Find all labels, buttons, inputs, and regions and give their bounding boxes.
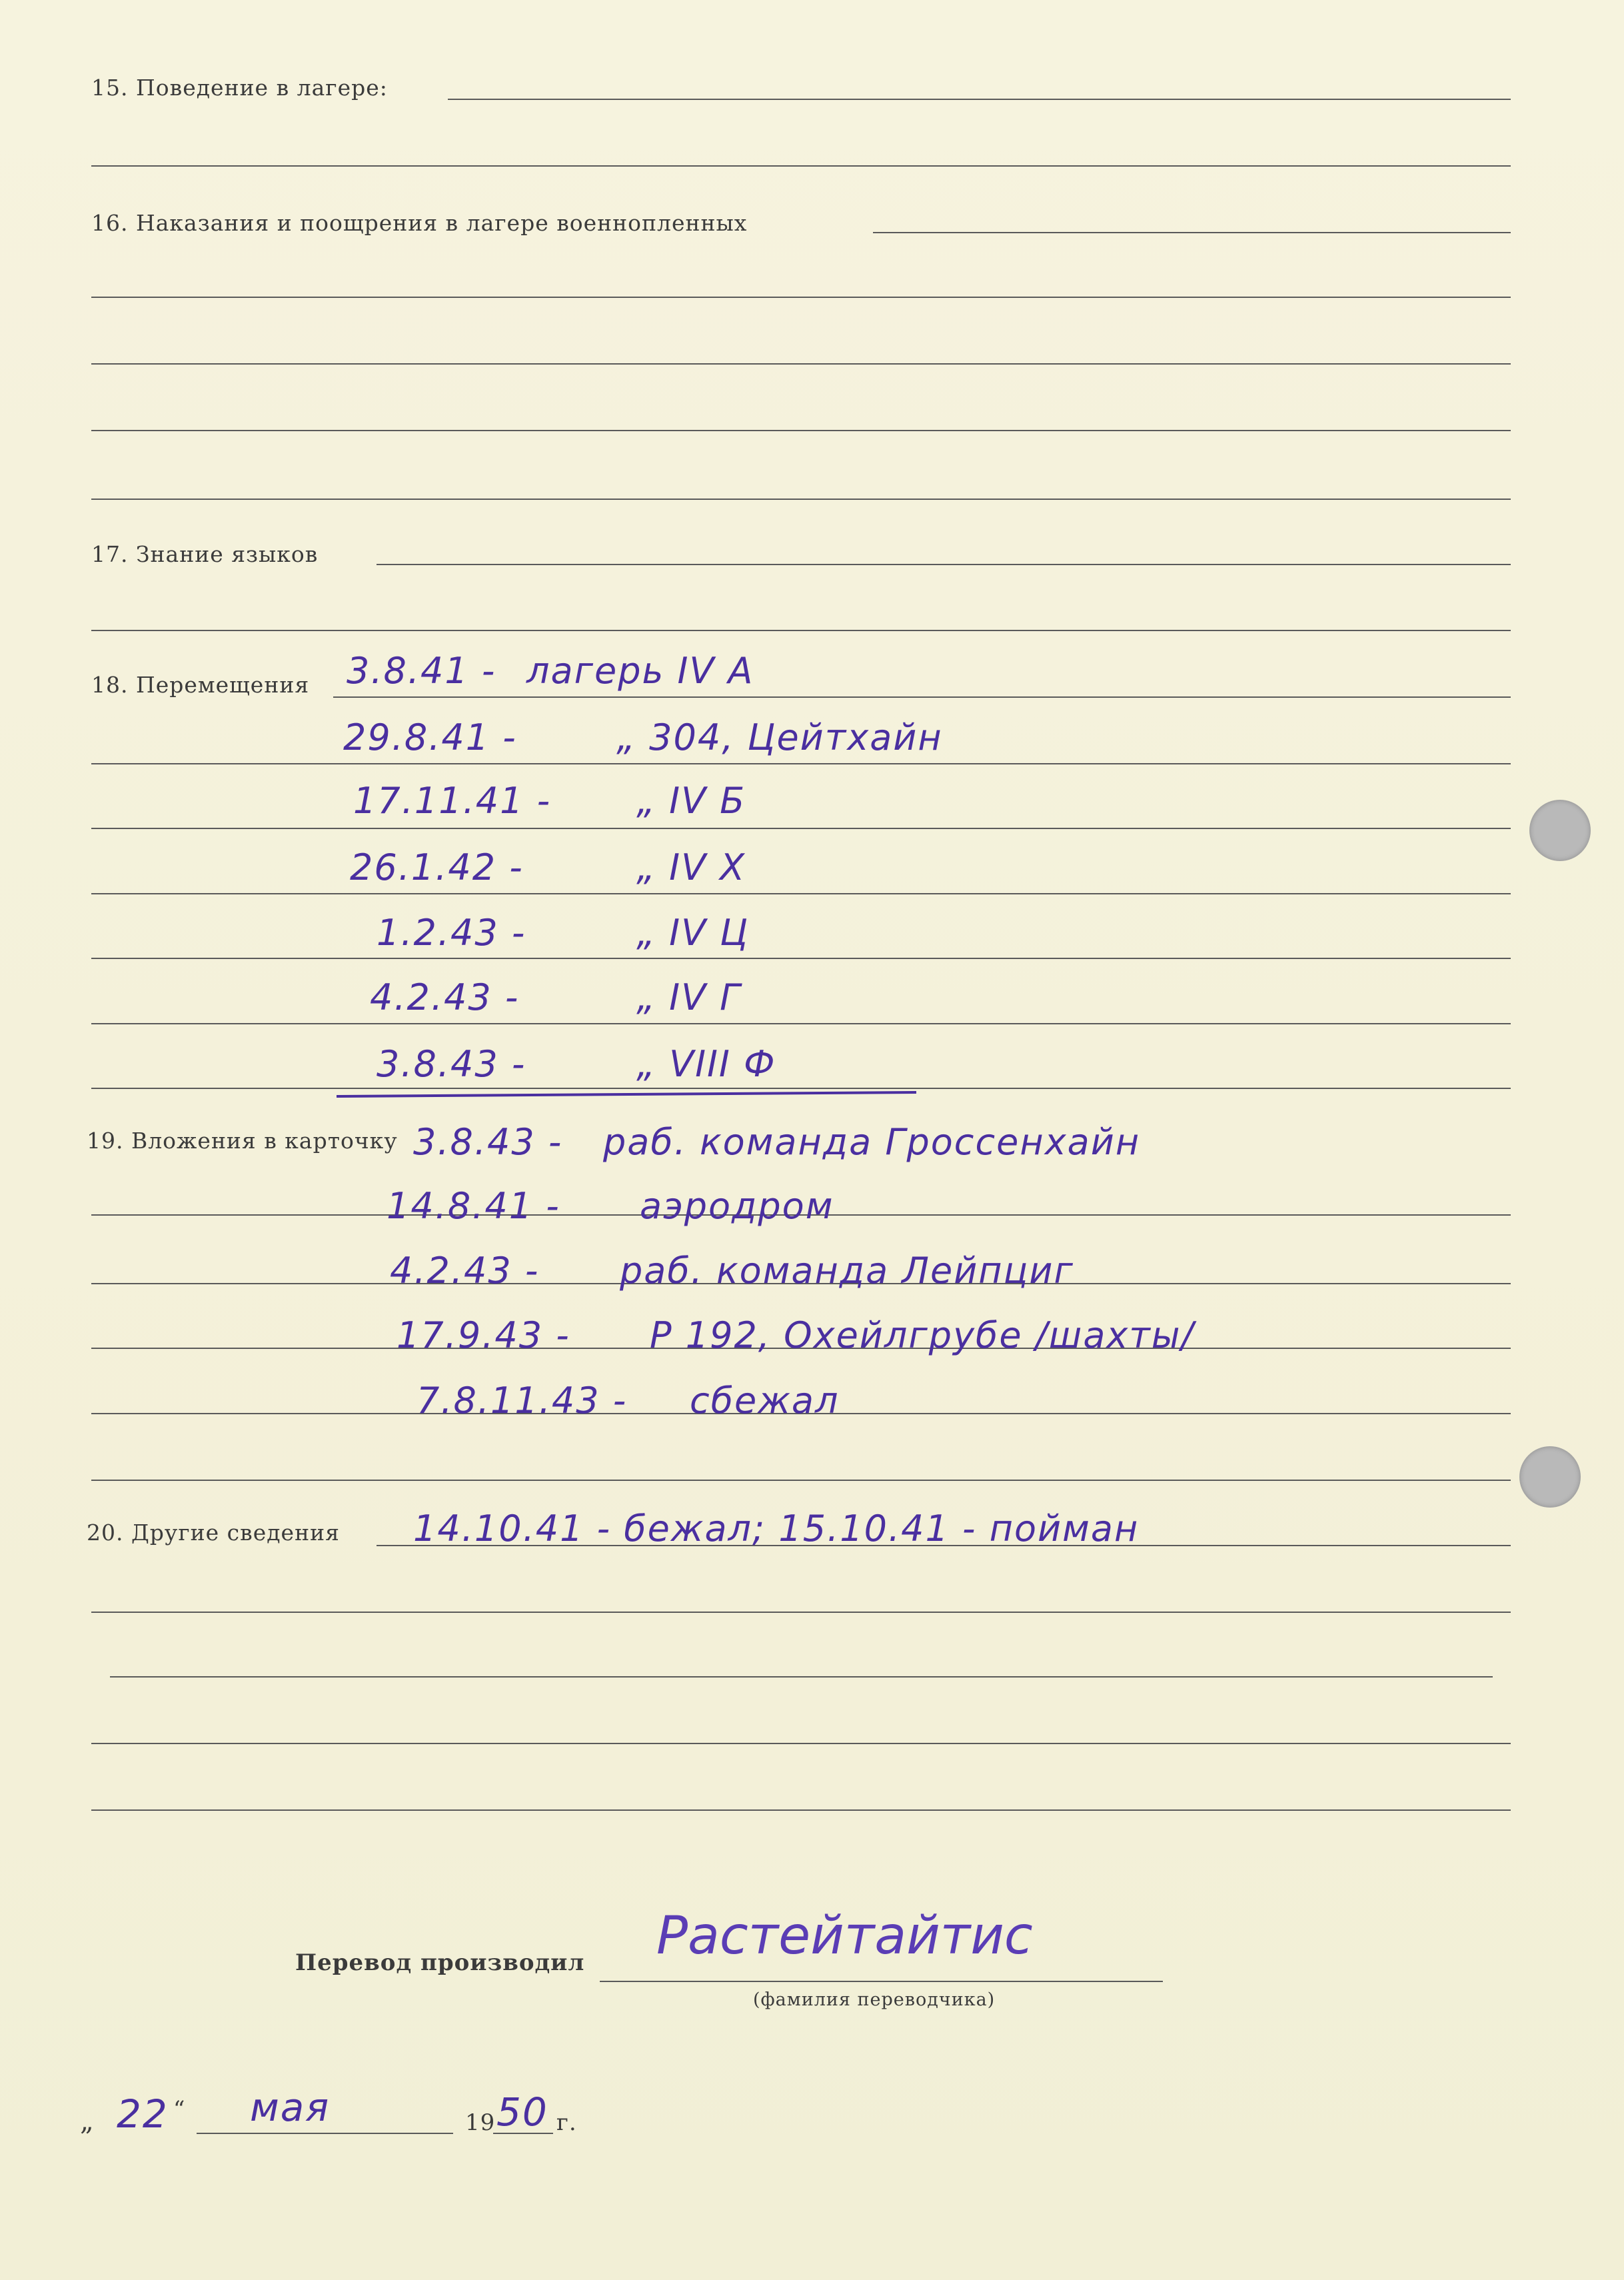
- field-17-line-2: [91, 630, 1511, 631]
- movement-6-date: 4.2.43 -: [370, 976, 520, 1018]
- field-16-line-3: [91, 363, 1511, 365]
- field-16-line-5: [91, 499, 1511, 500]
- movements-underline-stroke: [337, 1091, 916, 1098]
- insert-1-date: 3.8.43 -: [413, 1121, 563, 1163]
- insert-5-text: сбежал: [690, 1380, 840, 1422]
- punch-hole-upper: [1529, 800, 1591, 861]
- movement-2-date: 29.8.41 -: [343, 716, 517, 758]
- movement-1-date: 3.8.41 -: [347, 650, 496, 692]
- movement-4-text: „ IV Х: [636, 846, 746, 888]
- field-18-line-3: [91, 828, 1511, 829]
- field-20-label: 20. Другие сведения: [87, 1520, 340, 1546]
- field-15-label: 15. Поведение в лагере:: [91, 75, 388, 101]
- insert-5-date: 7.8.11.43 -: [416, 1380, 628, 1422]
- date-open-quote: „: [80, 2106, 95, 2137]
- field-18-label: 18. Перемещения: [91, 672, 310, 698]
- field-15-line: [448, 99, 1511, 100]
- translator-signature: Растейтайтис: [656, 1906, 1033, 1966]
- field-20-line-2: [91, 1612, 1511, 1613]
- movement-3-text: „ IV Б: [636, 780, 746, 822]
- movement-7-date: 3.8.43 -: [377, 1043, 526, 1085]
- field-18-line-4: [91, 893, 1511, 894]
- field-20-line-3: [110, 1676, 1493, 1678]
- field-18-line-6: [91, 1023, 1511, 1024]
- insert-2-text: аэродром: [640, 1185, 834, 1227]
- field-20-line-5: [91, 1809, 1511, 1811]
- insert-1-text: раб. команда Гроссенхайн: [603, 1121, 1141, 1163]
- field-16-line-2: [91, 297, 1511, 298]
- field-18-line-5: [91, 958, 1511, 959]
- movement-3-date: 17.11.41 -: [353, 780, 552, 822]
- field-20-line-4: [91, 1743, 1511, 1744]
- insert-3-date: 4.2.43 -: [390, 1250, 540, 1292]
- movement-6-text: „ IV Г: [636, 976, 742, 1018]
- punch-hole-lower: [1519, 1446, 1581, 1508]
- translation-caption: (фамилия переводчика): [753, 1989, 996, 2010]
- field-17-label: 17. Знание языков: [91, 541, 319, 567]
- movement-2-text: „ 304, Цейтхайн: [616, 716, 943, 758]
- field-15-line-2: [91, 165, 1511, 167]
- field-16-label: 16. Наказания и поощрения в лагере военнопленных: [91, 210, 748, 236]
- insert-4-text: Р 192, Охейлгрубе /шахты/: [650, 1314, 1195, 1356]
- field-16-line-4: [91, 430, 1511, 431]
- translation-line: [600, 1981, 1163, 1982]
- date-year-unit: г.: [556, 2109, 577, 2136]
- field-19-label: 19. Вложения в карточку: [87, 1128, 398, 1154]
- movement-1-text: лагерь IV A: [526, 650, 754, 692]
- movement-5-text: „ IV Ц: [636, 912, 750, 954]
- date-year-prefix: 19: [465, 2109, 496, 2136]
- date-year-suffix: 50: [496, 2089, 548, 2135]
- date-month: мая: [250, 2085, 331, 2130]
- field-18-line-2: [91, 763, 1511, 764]
- field-17-line: [377, 564, 1511, 565]
- insert-4-date: 17.9.43 -: [397, 1314, 570, 1356]
- field-18-line-7: [91, 1088, 1511, 1089]
- field-18-line-1: [333, 696, 1511, 698]
- field-16-line: [873, 232, 1511, 233]
- date-day: 22: [117, 2091, 169, 2137]
- date-month-line: [197, 2133, 453, 2134]
- insert-2-date: 14.8.41 -: [387, 1185, 560, 1227]
- translation-label: Перевод производил: [295, 1949, 585, 1976]
- movement-7-text: „ VIII Ф: [636, 1043, 776, 1085]
- movement-4-date: 26.1.42 -: [350, 846, 524, 888]
- date-close-quote: “: [173, 2096, 186, 2123]
- movement-5-date: 1.2.43 -: [377, 912, 526, 954]
- insert-3-text: раб. команда Лейпциг: [620, 1250, 1074, 1292]
- other-info-text: 14.10.41 - бежал; 15.10.41 - пойман: [413, 1508, 1140, 1550]
- field-19-line-5: [91, 1480, 1511, 1481]
